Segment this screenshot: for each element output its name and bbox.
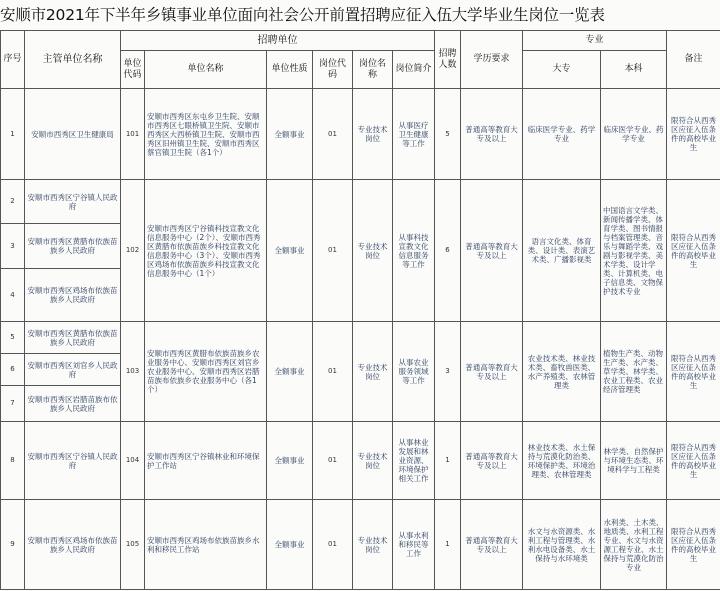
post-name-cell: 专业技术岗位 <box>353 89 393 180</box>
dept-cell: 安顺市西秀区宁谷镇人民政府 <box>25 180 121 224</box>
dept-cell: 安顺市西秀区鸡场布依族苗族乡人民政府 <box>25 500 121 590</box>
header-note: 备注 <box>667 31 720 89</box>
seq-cell: 5 <box>1 322 25 354</box>
unit-type-cell: 全额事业 <box>267 500 313 590</box>
unit-code-cell: 102 <box>121 180 145 322</box>
note-cell: 限符合从西秀区应征入伍条件的高校毕业生 <box>667 180 720 322</box>
header-recruit-unit: 招聘单位 <box>121 31 435 51</box>
junior-major-cell: 水文与水资源类、水利工程与管理类、水利水电设备类、水土保持与水环境类 <box>523 500 601 590</box>
bachelor-major-cell: 林学类、自然保护与环境生态类、环境科学与工程类 <box>601 422 667 500</box>
dept-cell: 安顺市西秀区岩腊苗族布依族乡人民政府 <box>25 386 121 422</box>
header-post-code: 岗位代码 <box>313 51 353 89</box>
seq-cell: 6 <box>1 354 25 386</box>
junior-major-cell: 林业技术类、水土保持与荒漠化防治类、环境保护类、环境治理类、农林管理类 <box>523 422 601 500</box>
seq-cell: 9 <box>1 500 25 590</box>
header-unit-name: 单位名称 <box>145 51 267 89</box>
unit-name-cell: 安顺市西秀区黄腊布依族苗族乡农业服务中心、安顺市西秀区刘官乡农业服务中心、安顺市西秀区岩腊苗族布依族乡农业服务中心（各1个） <box>145 322 267 422</box>
unit-type-cell: 全额事业 <box>267 89 313 180</box>
unit-type-cell: 全额事业 <box>267 322 313 422</box>
positions-table <box>0 30 720 590</box>
header-unit-type: 单位性质 <box>267 51 313 89</box>
seq-cell: 2 <box>1 180 25 224</box>
bachelor-major-cell: 临床医学专业、药学专业 <box>601 89 667 180</box>
bachelor-major-cell: 水利类、土木类、地质类、水利工程专业、水文与水资源工程专业、水土保持与荒漠化防治专业 <box>601 500 667 590</box>
unit-code-cell: 103 <box>121 322 145 422</box>
count-cell: 1 <box>435 500 461 590</box>
seq-cell: 3 <box>1 224 25 269</box>
unit-name-cell: 安顺市西秀区宁谷镇林业和环境保护工作站 <box>145 422 267 500</box>
post-code-cell: 01 <box>313 180 353 322</box>
header-count: 招聘人数 <box>435 31 461 89</box>
edu-cell: 普通高等教育大专及以上 <box>461 322 523 422</box>
post-name-cell: 专业技术岗位 <box>353 500 393 590</box>
bachelor-major-cell: 中国语言文学类、新闻传播学类、体育学类、图书情报与档案管理类、音乐与舞蹈学类、戏剧与影视学类、美术学类、设计学类、计算机类、电子信息类、文物保护技术专业 <box>601 180 667 322</box>
post-desc-cell: 从事医疗卫生健康等工作 <box>393 89 435 180</box>
post-name-cell: 专业技术岗位 <box>353 422 393 500</box>
table-row <box>1 89 720 180</box>
header-edu: 学历要求 <box>461 31 523 89</box>
dept-cell: 安顺市西秀区刘官乡人民政府 <box>25 354 121 386</box>
junior-major-cell: 农业技术类、林业技术类、畜牧兽医类、水产养殖类、农林管理类 <box>523 322 601 422</box>
bachelor-major-cell: 植物生产类、动物生产类、水产类、草学类、林学类、农业工程类、农业经济管理类 <box>601 322 667 422</box>
post-name-cell: 专业技术岗位 <box>353 180 393 322</box>
seq-cell: 7 <box>1 386 25 422</box>
header-dept: 主管单位名称 <box>25 31 121 89</box>
header-unit-code: 单位代码 <box>121 51 145 89</box>
header-major: 专业 <box>523 31 667 51</box>
unit-code-cell: 101 <box>121 89 145 180</box>
table-row <box>1 500 720 590</box>
header-junior: 大专 <box>523 51 601 89</box>
note-cell: 限符合从西秀区应征入伍条件的高校毕业生 <box>667 422 720 500</box>
post-name-cell: 专业技术岗位 <box>353 322 393 422</box>
header-post-desc: 岗位简介 <box>393 51 435 89</box>
document-title: 安顺市2021年下半年乡镇事业单位面向社会公开前置招聘应征入伍大学毕业生岗位一览表 <box>0 6 605 24</box>
note-cell: 限符合从西秀区应征入伍条件的高校毕业生 <box>667 322 720 422</box>
junior-major-cell: 语言文化类、体育类、设计类、表演艺术类、广播影视类 <box>523 180 601 322</box>
dept-cell: 安顺市西秀区黄腊布依族苗族乡人民政府 <box>25 224 121 269</box>
count-cell: 1 <box>435 422 461 500</box>
post-code-cell: 01 <box>313 500 353 590</box>
table-row <box>1 422 720 500</box>
dept-cell: 安顺市西秀区宁谷镇人民政府 <box>25 422 121 500</box>
dept-cell: 安顺市西秀区卫生健康局 <box>25 89 121 180</box>
note-cell: 限符合从西秀区应征入伍条件的高校毕业生 <box>667 500 720 590</box>
unit-code-cell: 104 <box>121 422 145 500</box>
unit-code-cell: 105 <box>121 500 145 590</box>
dept-cell: 安顺市西秀区黄腊布依族苗族乡人民政府 <box>25 322 121 354</box>
post-code-cell: 01 <box>313 322 353 422</box>
edu-cell: 普通高等教育大专及以上 <box>461 500 523 590</box>
unit-name-cell: 安顺市西秀区宁谷镇科技宣教文化信息服务中心（2个）、安顺市西秀区黄腊布依族苗族乡科技宣教文化信息服务中心（3个）、安顺市西秀区鸡场布依族苗族乡科技宣教文化信息服务中心（1个） <box>145 180 267 322</box>
junior-major-cell: 临床医学专业、药学专业 <box>523 89 601 180</box>
table-row <box>1 322 720 354</box>
header-post-name: 岗位名称 <box>353 51 393 89</box>
unit-name-cell: 安顺市西秀区鸡场布依族苗族乡水利和移民工作站 <box>145 500 267 590</box>
post-desc-cell: 从事科技宣教文化信息服务等工作 <box>393 180 435 322</box>
post-desc-cell: 从事林业发展和林业资源、环境保护相关工作 <box>393 422 435 500</box>
seq-cell: 8 <box>1 422 25 500</box>
unit-type-cell: 全额事业 <box>267 422 313 500</box>
seq-cell: 1 <box>1 89 25 180</box>
unit-name-cell: 安顺市西秀区东屯乡卫生院、安顺市西秀区七眼桥镇卫生院、安顺市西秀区大西桥镇卫生院、安顺市西秀区旧州镇卫生院、安顺市西秀区蔡官镇卫生院（各1个） <box>145 89 267 180</box>
header-bachelor: 本科 <box>601 51 667 89</box>
count-cell: 3 <box>435 322 461 422</box>
edu-cell: 普通高等教育大专及以上 <box>461 89 523 180</box>
edu-cell: 普通高等教育大专及以上 <box>461 180 523 322</box>
count-cell: 6 <box>435 180 461 322</box>
table-row <box>1 180 720 224</box>
seq-cell: 4 <box>1 269 25 322</box>
note-cell: 限符合从西秀区应征入伍条件的高校毕业生 <box>667 89 720 180</box>
unit-type-cell: 全额事业 <box>267 180 313 322</box>
post-code-cell: 01 <box>313 422 353 500</box>
post-code-cell: 01 <box>313 89 353 180</box>
post-desc-cell: 从事农业服务领域等工作 <box>393 322 435 422</box>
count-cell: 5 <box>435 89 461 180</box>
header-seq: 序号 <box>1 31 25 89</box>
dept-cell: 安顺市西秀区鸡场布依族苗族乡人民政府 <box>25 269 121 322</box>
post-desc-cell: 从事水利和移民等工作 <box>393 500 435 590</box>
edu-cell: 普通高等教育大专及以上 <box>461 422 523 500</box>
